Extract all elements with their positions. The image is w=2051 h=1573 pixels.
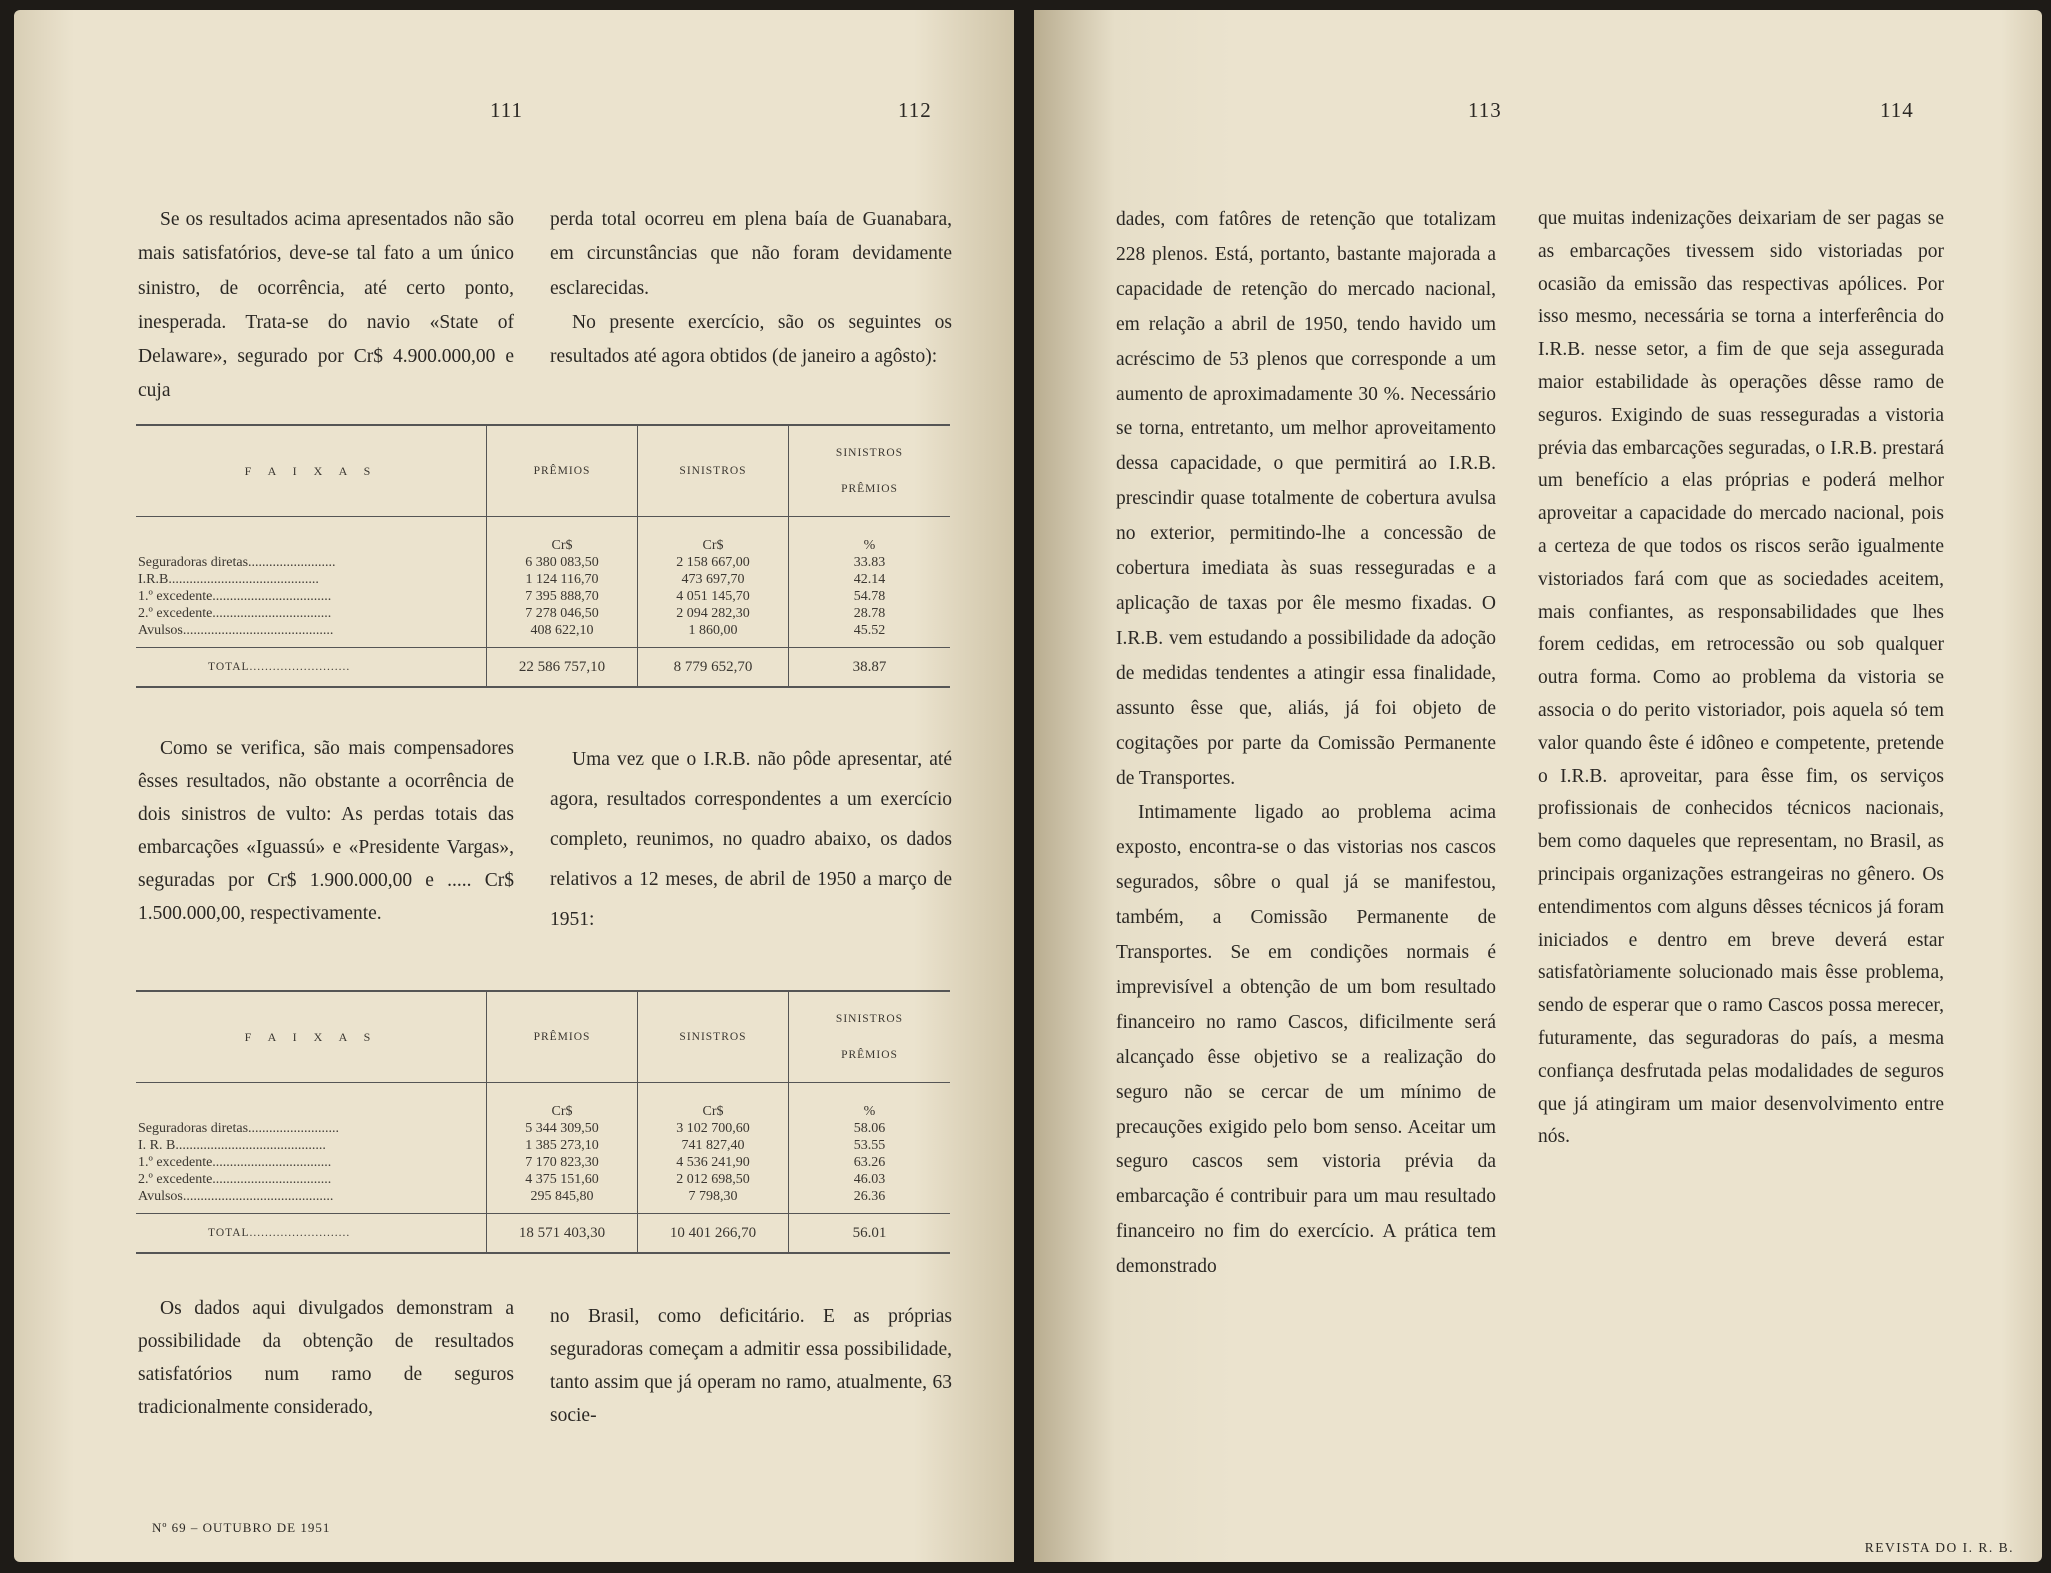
table1-ratio-values (789, 517, 951, 648)
table-cell: 4 375 151,60 (525, 1172, 599, 1187)
p114-paragraph-1: que muitas indenizações deixariam de ser pagas se as embarcações tivessem sido vistoriadas por ocasião da emissão das respectivas apólices. Por isso mesmo, necessária se torna a interferência do I.R.B. nesse setor, a fim de que seja assegurada maior estabilidade às operações dêsse ramo de seguros. Exigindo de suas resseguradas a vistoria prévia das embarcações seguradas, o I.R.B. prestará um benefício a elas próprias e poderá melhor aproveitar a capacidade do mercado nacional, pois a certeza de que todos os riscos serão igualmente vistoriados fará com que as sociedades aceitem, mais confiantes, as responsabilidades que lhes forem cedidas, em retrocessão ou sob qualquer outra forma. Como ao problema da vistoria se associa o do perito vistoriador, pois aquela só tem valor quando êste é idôneo e competente, pretende o I.R.B. aproveitar, para êsse fim, os serviços profissionais de conhecidos técnicos nacionais, bem como daqueles que representam, no Brasil, as principais organizações estrangeiras no gênero. Os entendimentos com alguns dêsses técnicos já foram iniciados e dentro em breve deverá estar satisfatòriamente solucionado mais êsse problema, sendo de esperar que o ramo Cascos possa merecer, futuramente, das seguradoras do país, a mesma confiança desfrutada pelas modalidades de seguros que já atingiram um maior desenvolvimento entre nós. (1538, 208, 1944, 1148)
table1-header-ratio-bottom: PRÊMIOS (841, 483, 898, 495)
table1-header-premios: PRÊMIOS (487, 425, 638, 517)
table2-unit-sinistros: Cr$ (702, 1104, 724, 1119)
table2-header-premios: PRÊMIOS (487, 991, 638, 1083)
footer-journal: REVISTA DO I. R. B. (1864, 1540, 2014, 1555)
table-cell: 4 051 145,70 (676, 589, 750, 604)
p112-paragraph-1a: perda total ocorreu em plena baía de Guanabara, em circunstâncias que não foram devidamente esclarecidas. (550, 209, 952, 299)
table-cell: 5 344 309,50 (525, 1121, 599, 1136)
table2-total-row (136, 1214, 950, 1254)
table-cell: 7 395 888,70 (525, 589, 599, 604)
p111-paragraph-1: Se os resultados acima apresentados não são mais satisfatórios, deve-se tal fato a um único sinistro, de ocorrência, até certo ponto, inesperada. Trata-se do navio «State of Delaware», segurado por Cr$ 4.900.000,00 e cuja (138, 209, 514, 402)
page-number-111: 111 (490, 98, 523, 122)
table-cell: 1 385 273,10 (525, 1138, 599, 1153)
table1-sinistros-values (638, 517, 789, 648)
table1-premios-values (487, 517, 638, 648)
p112-paragraph-2: Uma vez que o I.R.B. não pôde apresentar, até agora, resultados correspondentes a um exercício completo, reunimos, no quadro abaixo, os dados relativos a 12 meses, de abril de 1950 a março de 1951: (550, 749, 952, 930)
table-cell: 408 622,10 (530, 623, 594, 638)
table2-total-label: TOTAL.......................... (136, 1214, 487, 1254)
right-page (1034, 10, 2042, 1562)
table-row-label: Seguradoras diretas.......................... (138, 1121, 340, 1136)
table1-unit-sinistros: Cr$ (702, 538, 724, 553)
p112-column-bottom (550, 1300, 952, 1432)
table2-header-ratio (789, 991, 951, 1083)
table-row-label: 2.º excedente.................................. (138, 1172, 332, 1187)
table2-unit-premios: Cr$ (551, 1104, 573, 1119)
table-cell: 741 827,40 (681, 1138, 745, 1153)
table-cell: 53.55 (853, 1138, 886, 1153)
table2-sinistros-values (638, 1083, 789, 1214)
p111-column-bottom (138, 1292, 514, 1424)
table2-header-faixas: F A I X A S (136, 991, 487, 1083)
table-row-label: Avulsos........................................... (138, 1189, 334, 1204)
table-cell: 4 536 241,90 (676, 1155, 750, 1170)
p111-column-top (138, 203, 514, 409)
table-cell: 33.83 (853, 555, 886, 570)
p113-paragraph-2: Intimamente ligado ao problema acima exposto, encontra-se o das vistorias nos cascos segurados, sôbre o qual já se manifestou, também, a Comissão Permanente de Transportes. Se em condições normais é imprevisível a obtenção de um bom resultado financeiro no ramo Cascos, dificilmente será alcançado êsse objetivo se a realização do seguro não se cercar de um mínimo de precauções exigido pelo bom senso. Aceitar um seguro cascos sem vistoria prévia da embarcação é contribuir para um mau resultado financeiro no fim do exercício. A prática tem demonstrado (1116, 802, 1496, 1278)
table-row-label: 2.º excedente.................................. (138, 606, 332, 621)
table-cell: 58.06 (853, 1121, 886, 1136)
table1-header-ratio (789, 425, 951, 517)
table-row-label: I.R.B........................................... (138, 572, 319, 587)
table2-total-sinistros: 10 401 266,70 (638, 1214, 789, 1254)
table-cell: 63.26 (853, 1155, 886, 1170)
table-cell: 1 860,00 (688, 623, 738, 638)
table2-labels (136, 1083, 487, 1214)
table1-header-ratio-top: SINISTROS (835, 447, 904, 459)
table2-header-ratio-bottom: PRÊMIOS (841, 1049, 898, 1061)
table1-header-faixas: F A I X A S (136, 425, 487, 517)
table-row-label: I. R. B........................................... (138, 1138, 326, 1153)
table1-total-sinistros: 8 779 652,70 (638, 648, 789, 688)
table-cell: 2 094 282,30 (676, 606, 750, 621)
p112-column-top (550, 203, 952, 374)
p112-paragraph-1b: No presente exercício, são os seguintes os resultados até agora obtidos (de janeiro a agôsto): (550, 311, 952, 368)
p112-paragraph-3: no Brasil, como deficitário. E as próprias seguradoras começam a admitir essa possibilidade, tanto assim que já operam no ramo, atualmente, 63 socie- (550, 1306, 952, 1426)
p112-column-middle (550, 740, 952, 940)
table1-total-row (136, 648, 950, 688)
page-number-114: 114 (1880, 98, 1914, 122)
table-cell: 473 697,70 (681, 572, 745, 587)
table2-premios-values (487, 1083, 638, 1214)
table-cell: 6 380 083,50 (525, 555, 599, 570)
table-row-label: 1.º excedente.................................. (138, 589, 332, 604)
p113-column (1116, 203, 1496, 1285)
p111-column-middle (138, 732, 514, 930)
table1-unit-premios: Cr$ (551, 538, 573, 553)
table1-total-premios: 22 586 757,10 (487, 648, 638, 688)
table-cell: 45.52 (853, 623, 886, 638)
table1-unit-ratio: % (863, 538, 876, 553)
table-row-label: 1.º excedente.................................. (138, 1155, 332, 1170)
left-page (14, 10, 1014, 1562)
table-row-label: Avulsos........................................... (138, 623, 334, 638)
table-cell: 3 102 700,60 (676, 1121, 750, 1136)
table-cell: 28.78 (853, 606, 886, 621)
results-table-apr1950-mar1951 (136, 990, 950, 1254)
table-cell: 42.14 (853, 572, 886, 587)
table-cell: 7 278 046,50 (525, 606, 599, 621)
table1-total-label: TOTAL.......................... (136, 648, 487, 688)
page-number-112: 112 (898, 98, 932, 122)
table2-header-sinistros: SINISTROS (638, 991, 789, 1083)
p111-paragraph-3: Os dados aqui divulgados demonstram a possibilidade da obtenção de resultados satisfatórios num ramo de seguros tradicionalmente considerado, (138, 1298, 514, 1418)
table-cell: 2 158 667,00 (676, 555, 750, 570)
table2-ratio-values (789, 1083, 951, 1214)
table-cell: 295 845,80 (530, 1189, 594, 1204)
table2-header-ratio-top: SINISTROS (835, 1013, 904, 1025)
footer-issue: Nº 69 – OUTUBRO DE 1951 (152, 1520, 331, 1535)
table1-total-ratio: 38.87 (789, 648, 951, 688)
p111-paragraph-2: Como se verifica, são mais compensadores êsses resultados, não obstante a ocorrência de dois sinistros de vulto: As perdas totais das embarcações «Iguassú» e «Presidente Vargas», seguradas por Cr$ 1.900.000,00 e ..... Cr$ 1.500.000,00, respectivamente. (138, 738, 514, 924)
p113-paragraph-1: dades, com fatôres de retenção que totalizam 228 plenos. Está, portanto, bastante majorada a capacidade de retenção do mercado nacional, em relação a abril de 1950, tendo havido um acréscimo de 53 plenos que corresponde a um aumento de aproximadamente 30 %. Necessário se torna, entretanto, um melhor aproveitamento dessa capacidade, o que permitirá ao I.R.B. prescindir quase totalmente de cobertura avulsa no exterior, permitindo-lhe a concessão de cobertura imediata às suas resseguradas e a aplicação de taxas por êle mesmo fixadas. O I.R.B. vem estudando a possibilidade da adoção de medidas tendentes a atingir essa finalidade, assunto êsse que, aliás, já foi objeto de cogitações por parte da Comissão Permanente de Transportes. (1116, 209, 1496, 789)
table-cell: 2 012 698,50 (676, 1172, 750, 1187)
results-table-jan-aug (136, 424, 950, 688)
table-cell: 1 124 116,70 (525, 572, 599, 587)
table-cell: 46.03 (853, 1172, 886, 1187)
table-cell: 26.36 (853, 1189, 886, 1204)
table-cell: 7 798,30 (688, 1189, 738, 1204)
table-cell: 7 170 823,30 (525, 1155, 599, 1170)
p114-column (1538, 203, 1944, 1154)
table-cell: 54.78 (853, 589, 886, 604)
table2-unit-ratio: % (863, 1104, 876, 1119)
table2-total-premios: 18 571 403,30 (487, 1214, 638, 1254)
table-row-label: Seguradoras diretas......................... (138, 555, 336, 570)
table1-labels (136, 517, 487, 648)
table1-header-sinistros: SINISTROS (638, 425, 789, 517)
table2-total-ratio: 56.01 (789, 1214, 951, 1254)
page-number-113: 113 (1468, 98, 1502, 122)
